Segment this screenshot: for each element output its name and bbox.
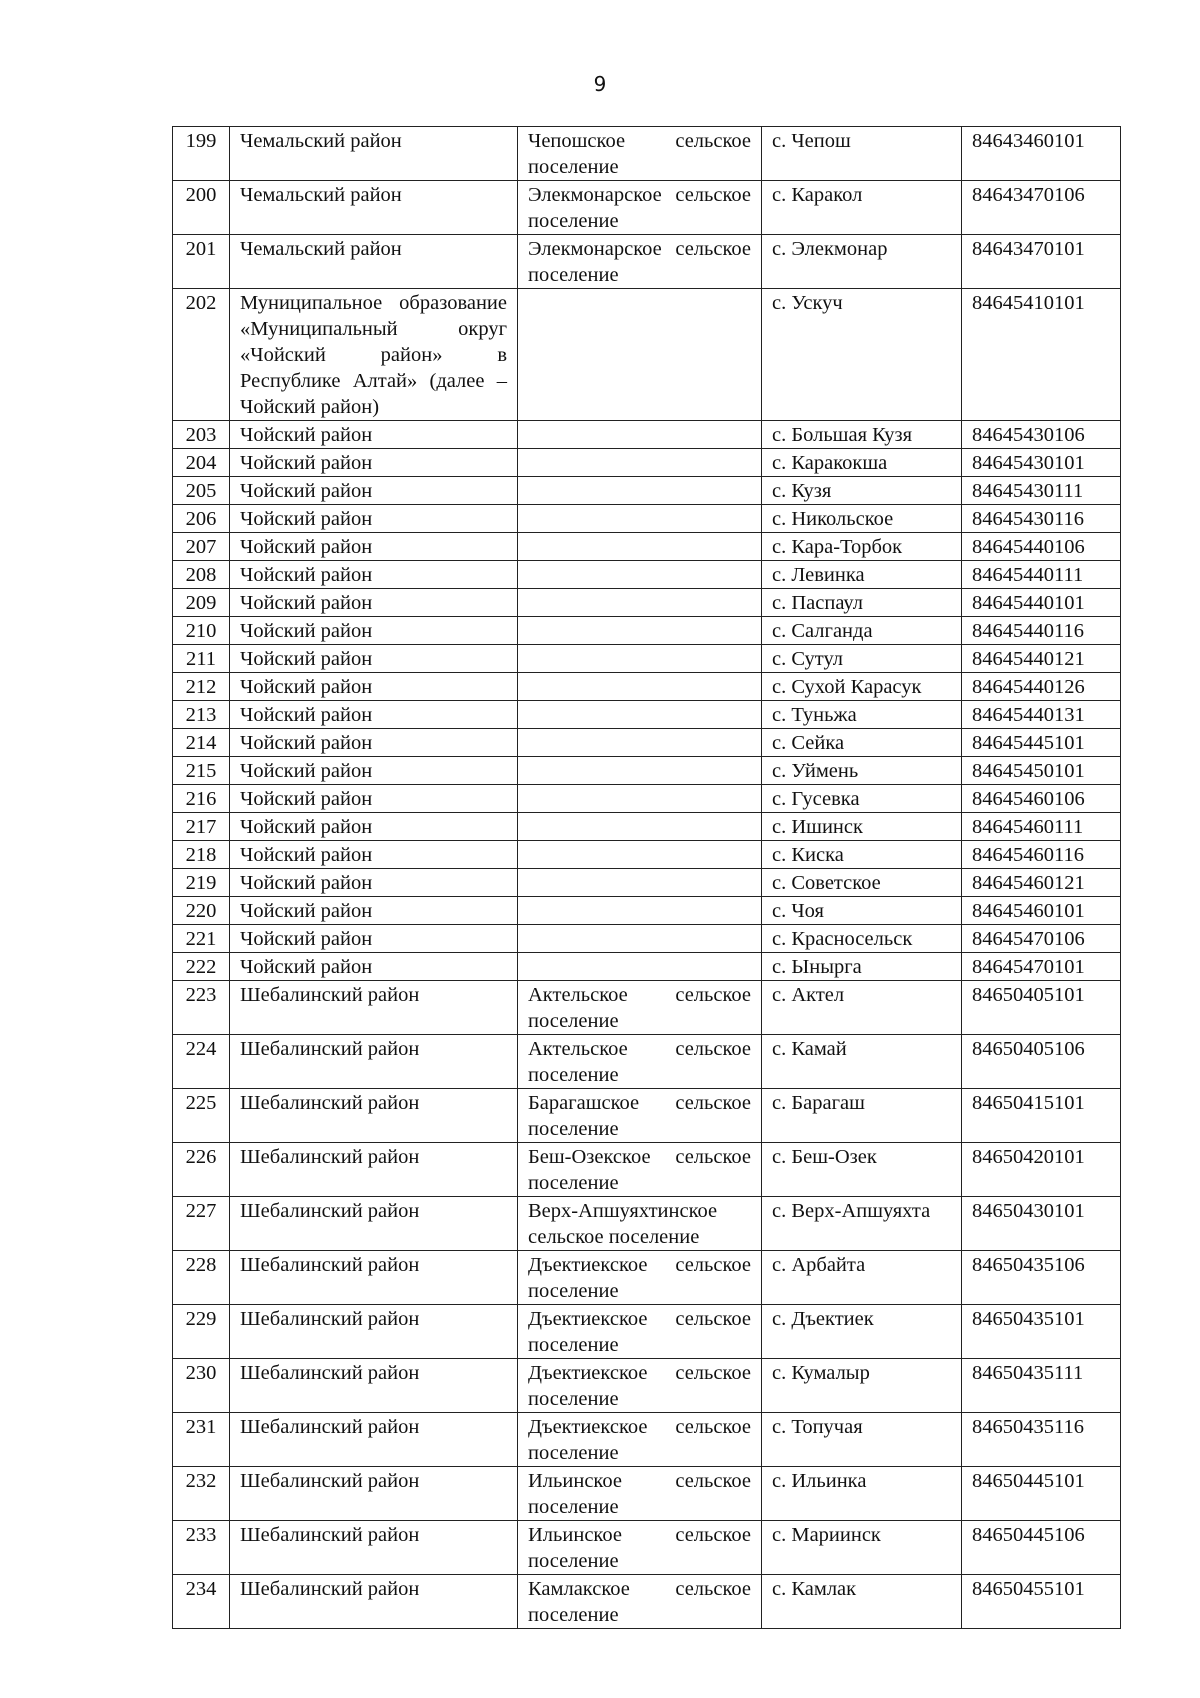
settlement-cell	[518, 953, 762, 981]
district-cell: Чойский район	[230, 813, 518, 841]
settlement-cell: Дъектиекское сельское поселение	[518, 1251, 762, 1305]
settlement-cell	[518, 589, 762, 617]
row-number: 208	[173, 561, 230, 589]
settlements-table	[172, 126, 1121, 1629]
locality-cell: с. Советское	[762, 869, 962, 897]
settlement-cell	[518, 533, 762, 561]
district-cell: Шебалинский район	[230, 1089, 518, 1143]
oktmo-code-cell: 84645440121	[962, 645, 1121, 673]
row-number: 215	[173, 757, 230, 785]
settlement-cell: Дъектиекское сельское поселение	[518, 1305, 762, 1359]
row-number: 233	[173, 1521, 230, 1575]
locality-cell: с. Уймень	[762, 757, 962, 785]
locality-cell: с. Камай	[762, 1035, 962, 1089]
settlement-cell: Элекмонарское сельское поселение	[518, 181, 762, 235]
table-row	[173, 1413, 1121, 1467]
locality-cell: с. Верх-Апшуяхта	[762, 1197, 962, 1251]
row-number: 214	[173, 729, 230, 757]
district-cell: Чойский район	[230, 645, 518, 673]
oktmo-code-cell: 84645460121	[962, 869, 1121, 897]
district-cell: Чойский район	[230, 449, 518, 477]
locality-cell: с. Барагаш	[762, 1089, 962, 1143]
locality-cell: с. Гусевка	[762, 785, 962, 813]
row-number: 231	[173, 1413, 230, 1467]
oktmo-code-cell: 84650435111	[962, 1359, 1121, 1413]
table-row	[173, 617, 1121, 645]
table-row	[173, 1197, 1121, 1251]
oktmo-code-cell: 84645440116	[962, 617, 1121, 645]
district-cell: Чойский район	[230, 785, 518, 813]
table-row	[173, 477, 1121, 505]
table-row	[173, 1305, 1121, 1359]
row-number: 203	[173, 421, 230, 449]
district-cell: Шебалинский район	[230, 1521, 518, 1575]
district-cell: Шебалинский район	[230, 1251, 518, 1305]
locality-cell: с. Киска	[762, 841, 962, 869]
row-number: 223	[173, 981, 230, 1035]
table-row	[173, 897, 1121, 925]
table-row	[173, 1521, 1121, 1575]
row-number: 206	[173, 505, 230, 533]
settlement-cell: Актельское сельское поселение	[518, 1035, 762, 1089]
locality-cell: с. Паспаул	[762, 589, 962, 617]
district-cell: Чемальский район	[230, 181, 518, 235]
oktmo-code-cell: 84645445101	[962, 729, 1121, 757]
oktmo-code-cell: 84650420101	[962, 1143, 1121, 1197]
settlement-cell	[518, 785, 762, 813]
settlement-cell	[518, 729, 762, 757]
table-row	[173, 645, 1121, 673]
row-number: 202	[173, 289, 230, 421]
district-cell: Чойский район	[230, 701, 518, 729]
table-row	[173, 533, 1121, 561]
settlement-cell: Барагашское сельское поселение	[518, 1089, 762, 1143]
settlement-cell: Дъектиекское сельское поселение	[518, 1413, 762, 1467]
settlement-cell	[518, 449, 762, 477]
settlement-cell: Беш-Озекское сельское поселение	[518, 1143, 762, 1197]
table-row	[173, 127, 1121, 181]
district-cell: Чойский район	[230, 533, 518, 561]
locality-cell: с. Мариинск	[762, 1521, 962, 1575]
locality-cell: с. Ишинск	[762, 813, 962, 841]
locality-cell: с. Актел	[762, 981, 962, 1035]
table-row	[173, 729, 1121, 757]
row-number: 201	[173, 235, 230, 289]
oktmo-code-cell: 84645450101	[962, 757, 1121, 785]
row-number: 205	[173, 477, 230, 505]
district-cell: Чойский район	[230, 589, 518, 617]
table-row	[173, 953, 1121, 981]
settlement-cell	[518, 701, 762, 729]
settlement-cell	[518, 841, 762, 869]
locality-cell: с. Красносельск	[762, 925, 962, 953]
district-cell: Чойский район	[230, 757, 518, 785]
settlement-cell	[518, 477, 762, 505]
locality-cell: с. Туньжа	[762, 701, 962, 729]
row-number: 227	[173, 1197, 230, 1251]
row-number: 200	[173, 181, 230, 235]
row-number: 220	[173, 897, 230, 925]
row-number: 209	[173, 589, 230, 617]
oktmo-code-cell: 84643470106	[962, 181, 1121, 235]
locality-cell: с. Каракол	[762, 181, 962, 235]
oktmo-code-cell: 84650435106	[962, 1251, 1121, 1305]
locality-cell: с. Кумалыр	[762, 1359, 962, 1413]
row-number: 222	[173, 953, 230, 981]
locality-cell: с. Кара-Торбок	[762, 533, 962, 561]
locality-cell: с. Ускуч	[762, 289, 962, 421]
settlement-cell	[518, 869, 762, 897]
district-cell: Чойский район	[230, 729, 518, 757]
settlement-cell	[518, 813, 762, 841]
table-row	[173, 757, 1121, 785]
locality-cell: с. Арбайта	[762, 1251, 962, 1305]
row-number: 210	[173, 617, 230, 645]
locality-cell: с. Беш-Озек	[762, 1143, 962, 1197]
row-number: 229	[173, 1305, 230, 1359]
district-cell: Чойский район	[230, 617, 518, 645]
row-number: 228	[173, 1251, 230, 1305]
oktmo-code-cell: 84645410101	[962, 289, 1121, 421]
district-cell: Шебалинский район	[230, 1143, 518, 1197]
row-number: 207	[173, 533, 230, 561]
district-cell: Шебалинский район	[230, 1413, 518, 1467]
district-cell: Шебалинский район	[230, 1467, 518, 1521]
locality-cell: с. Сухой Карасук	[762, 673, 962, 701]
locality-cell: с. Чепош	[762, 127, 962, 181]
district-cell: Чойский район	[230, 477, 518, 505]
oktmo-code-cell: 84645430111	[962, 477, 1121, 505]
district-cell: Шебалинский район	[230, 1305, 518, 1359]
row-number: 212	[173, 673, 230, 701]
settlement-cell: Ильинское сельское поселение	[518, 1467, 762, 1521]
district-cell: Муниципальное образование «Муниципальный округ «Чойский район» в Республике Алтай» (далее – Чойский район)	[230, 289, 518, 421]
oktmo-code-cell: 84645440111	[962, 561, 1121, 589]
oktmo-code-cell: 84643460101	[962, 127, 1121, 181]
locality-cell: с. Большая Кузя	[762, 421, 962, 449]
settlement-cell	[518, 925, 762, 953]
district-cell: Чойский район	[230, 673, 518, 701]
oktmo-code-cell: 84650445106	[962, 1521, 1121, 1575]
district-cell: Чойский район	[230, 421, 518, 449]
page-number: 9	[593, 72, 607, 96]
row-number: 230	[173, 1359, 230, 1413]
district-cell: Чойский район	[230, 505, 518, 533]
oktmo-code-cell: 84645430101	[962, 449, 1121, 477]
row-number: 213	[173, 701, 230, 729]
locality-cell: с. Салганда	[762, 617, 962, 645]
settlement-cell	[518, 645, 762, 673]
oktmo-code-cell: 84645470101	[962, 953, 1121, 981]
oktmo-code-cell: 84645460101	[962, 897, 1121, 925]
locality-cell: с. Камлак	[762, 1575, 962, 1629]
table-row	[173, 1035, 1121, 1089]
oktmo-code-cell: 84650430101	[962, 1197, 1121, 1251]
locality-cell: с. Сейка	[762, 729, 962, 757]
district-cell: Чойский район	[230, 869, 518, 897]
oktmo-code-cell: 84650435116	[962, 1413, 1121, 1467]
settlement-cell: Элекмонарское сельское поселение	[518, 235, 762, 289]
district-cell: Чойский район	[230, 897, 518, 925]
row-number: 219	[173, 869, 230, 897]
table-row	[173, 1089, 1121, 1143]
locality-cell: с. Топучая	[762, 1413, 962, 1467]
row-number: 204	[173, 449, 230, 477]
district-cell: Шебалинский район	[230, 1197, 518, 1251]
district-cell: Шебалинский район	[230, 1359, 518, 1413]
settlement-cell	[518, 673, 762, 701]
table-row	[173, 841, 1121, 869]
row-number: 216	[173, 785, 230, 813]
row-number: 221	[173, 925, 230, 953]
settlement-cell	[518, 561, 762, 589]
oktmo-code-cell: 84645430116	[962, 505, 1121, 533]
table-row	[173, 1359, 1121, 1413]
table-row	[173, 589, 1121, 617]
settlement-cell: Актельское сельское поселение	[518, 981, 762, 1035]
settlement-cell: Дъектиекское сельское поселение	[518, 1359, 762, 1413]
oktmo-code-cell: 84650445101	[962, 1467, 1121, 1521]
table-row	[173, 1467, 1121, 1521]
settlement-cell	[518, 617, 762, 645]
oktmo-code-cell: 84645440106	[962, 533, 1121, 561]
oktmo-code-cell: 84650405101	[962, 981, 1121, 1035]
locality-cell: с. Никольское	[762, 505, 962, 533]
settlement-cell	[518, 757, 762, 785]
oktmo-code-cell: 84650435101	[962, 1305, 1121, 1359]
row-number: 226	[173, 1143, 230, 1197]
locality-cell: с. Сутул	[762, 645, 962, 673]
oktmo-code-cell: 84645440126	[962, 673, 1121, 701]
oktmo-code-cell: 84645460106	[962, 785, 1121, 813]
district-cell: Чойский район	[230, 561, 518, 589]
settlement-cell	[518, 897, 762, 925]
district-cell: Чемальский район	[230, 235, 518, 289]
table-row	[173, 869, 1121, 897]
table-row	[173, 785, 1121, 813]
locality-cell: с. Каракокша	[762, 449, 962, 477]
district-cell: Чойский район	[230, 953, 518, 981]
row-number: 224	[173, 1035, 230, 1089]
district-cell: Шебалинский район	[230, 1575, 518, 1629]
locality-cell: с. Элекмонар	[762, 235, 962, 289]
table-row	[173, 981, 1121, 1035]
table-row	[173, 1251, 1121, 1305]
district-cell: Чойский район	[230, 925, 518, 953]
locality-cell: с. Дъектиек	[762, 1305, 962, 1359]
oktmo-code-cell: 84645440131	[962, 701, 1121, 729]
row-number: 217	[173, 813, 230, 841]
table-body	[173, 127, 1121, 1629]
table-row	[173, 449, 1121, 477]
settlement-cell: Камлакское сельское поселение	[518, 1575, 762, 1629]
settlement-cell: Верх-Апшуяхтинское сельское поселение	[518, 1197, 762, 1251]
locality-cell: с. Ынырга	[762, 953, 962, 981]
row-number: 211	[173, 645, 230, 673]
table-row	[173, 925, 1121, 953]
table-row	[173, 181, 1121, 235]
settlement-cell	[518, 289, 762, 421]
locality-cell: с. Ильинка	[762, 1467, 962, 1521]
locality-cell: с. Кузя	[762, 477, 962, 505]
table-row	[173, 421, 1121, 449]
oktmo-code-cell: 84650455101	[962, 1575, 1121, 1629]
table-row	[173, 673, 1121, 701]
oktmo-code-cell: 84650415101	[962, 1089, 1121, 1143]
settlement-cell: Чепошское сельское поселение	[518, 127, 762, 181]
table-row	[173, 561, 1121, 589]
oktmo-code-cell: 84645430106	[962, 421, 1121, 449]
row-number: 218	[173, 841, 230, 869]
row-number: 234	[173, 1575, 230, 1629]
oktmo-code-cell: 84645460111	[962, 813, 1121, 841]
oktmo-code-cell: 84645470106	[962, 925, 1121, 953]
district-cell: Шебалинский район	[230, 1035, 518, 1089]
locality-cell: с. Левинка	[762, 561, 962, 589]
locality-cell: с. Чоя	[762, 897, 962, 925]
table-row	[173, 1575, 1121, 1629]
table-row	[173, 235, 1121, 289]
oktmo-code-cell: 84645440101	[962, 589, 1121, 617]
settlement-cell: Ильинское сельское поселение	[518, 1521, 762, 1575]
table-row	[173, 505, 1121, 533]
row-number: 225	[173, 1089, 230, 1143]
table-row	[173, 289, 1121, 421]
district-cell: Шебалинский район	[230, 981, 518, 1035]
district-cell: Чемальский район	[230, 127, 518, 181]
oktmo-code-cell: 84645460116	[962, 841, 1121, 869]
oktmo-code-cell: 84643470101	[962, 235, 1121, 289]
settlement-cell	[518, 505, 762, 533]
table-row	[173, 1143, 1121, 1197]
row-number: 232	[173, 1467, 230, 1521]
row-number: 199	[173, 127, 230, 181]
district-cell: Чойский район	[230, 841, 518, 869]
settlement-cell	[518, 421, 762, 449]
table-row	[173, 701, 1121, 729]
oktmo-code-cell: 84650405106	[962, 1035, 1121, 1089]
table-row	[173, 813, 1121, 841]
